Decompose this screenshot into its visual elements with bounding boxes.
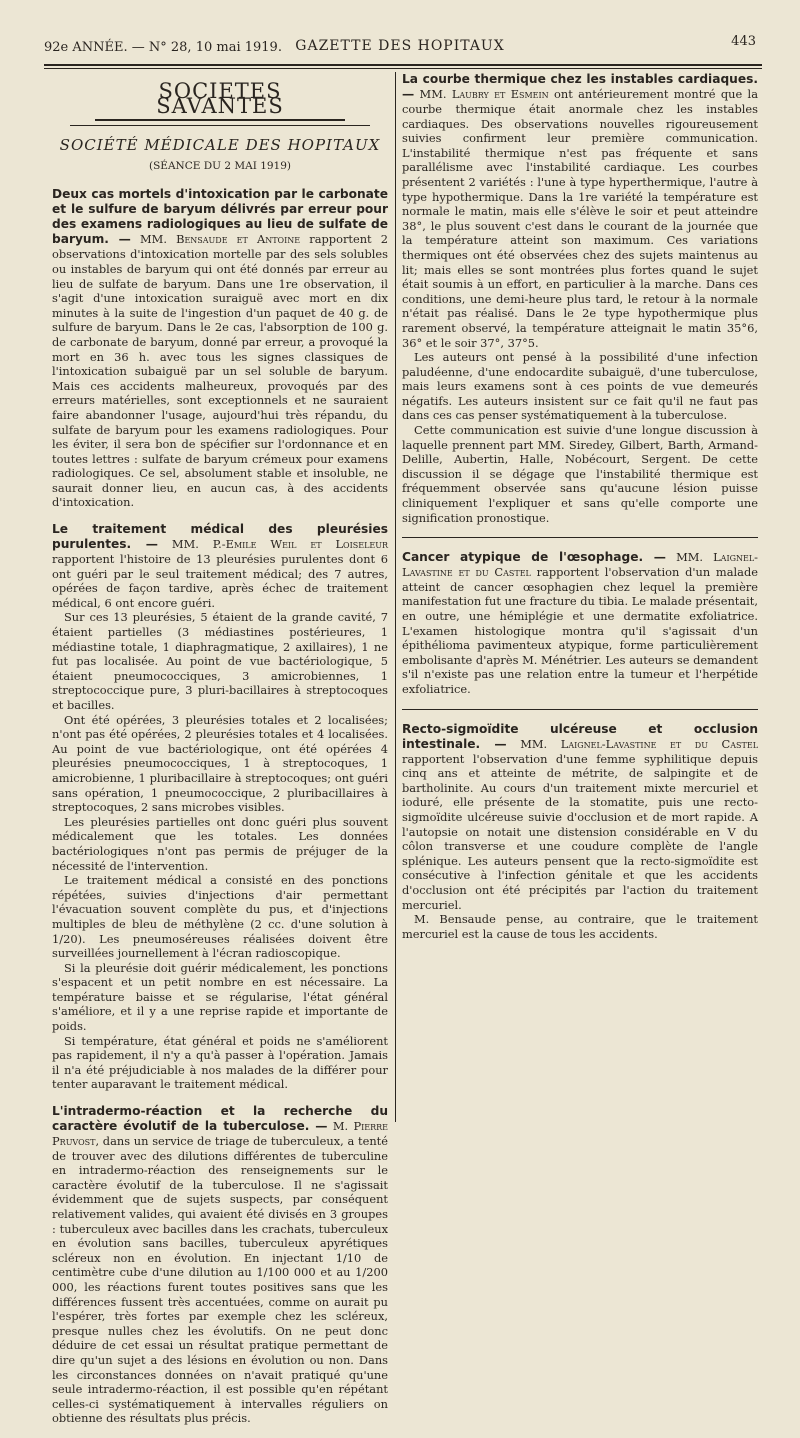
article-authors: MM. Laubry et Esmein (419, 87, 549, 101)
article-courbe-thermique (402, 72, 758, 525)
article-paragraph: rapportent l'histoire de 13 pleurésies purulentes dont 6 ont guéri par le seul traitement médical; des 7 autres, opérées de façon tardive, après échec de traitement médical, 6 ont encore guéri. (52, 552, 388, 610)
article-paragraph: Si température, état général et poids ne s'améliorent pas rapidement, il n'y a qu'à passer à l'opération. Jamais il n'a été préjudiciable à nos malades de la différer pour tenter auparavant le traitement médical. (52, 1033, 388, 1092)
article-paragraph: ont antérieurement montré que la courbe thermique était anormale chez les instables cardiaques. Des observations nouvelles rigoureusement suivies confirment leur première communication. L'instabilité thermique n'est pas fréquente et sans parallélisme avec l'instabilité cardiaque. Les courbes présentent 2 variétés : l'une à type hyperthermique, l'autre à type hypothermique. Dans la 1re variété la température est normale le matin, mais elle s'élève le soir et peut atteindre 38°, le plus souvent c'est dans le courant de la journée que la température atteint son maximum. Ces variations thermiques ont été observées chez des sujets maintenus au lit; mais elles se sont montrées plus fortes quand le sujet était soumis à un effort, en particulier à la marche. Dans ces conditions, une demi-heure plus tard, le retour à la normale n'était pas réalisé. Dans le 2e type hypothermique plus rarement observé, la température atteignait le matin 35°6, 36° et le soir 37°, 37°5. (402, 87, 758, 350)
article-paragraph: M. Bensaude pense, au contraire, que le traitement mercuriel est la cause de tous les accidents. (402, 912, 758, 941)
issue-info: 92e ANNÉE. — N° 28, 10 mai 1919. (44, 40, 282, 55)
article-paragraph: rapportent 2 observations d'intoxication mortelle par des sels solubles ou instables de baryum qui ont été donnés par erreur au lieu de sulfate de baryum. Dans une 1re observation, il s'agit d'une intoxication suraiguë avec mort en dix minutes à la suite de l'ingestion d'un paquet de 40 g. de sulfure de baryum. Dans le 2e cas, l'absorption de 100 g. de carbonate de baryum, donné par erreur, a provoqué la mort en 36 h. avec tous les signes classiques de l'intoxication subaiguë par un sel soluble de baryum. Mais ces accidents malheureux, provoqués par des erreurs matérielles, sont exceptionnels et ne sauraient faire abandonner l'usage, aujourd'hui très répandu, du sulfate de baryum pour les examens radiologiques. Pour les éviter, il sera bon de spécifier sur l'ordonnance et en toutes lettres : sulfate de baryum crémeux pour examens radiologiques. Ce sel, absolument stable et insoluble, ne saurait donner lieu, en aucun cas, à des accidents d'intoxication. (52, 232, 389, 510)
article-authors: MM. Bensaude et Antoine (140, 232, 301, 247)
article-baryum (52, 187, 388, 510)
article-paragraph: , dans un service de triage de tuberculeux, a tenté de trouver avec des dilutions différentes de tuberculine en intradermo-réaction des renseignements sur le caractère évolutif de la tuberculose. Il ne s'agissait évidemment que de sujets suspects, par conséquent relativement valides, qui avaient été divisés en 3 groupes : tuberculeux avec bacilles dans les crachats, tuberculeux en évolution sans bacilles, tuberculeux apyrétiques scléreux non en évolution. En injectant 1/10 de centimètre cube d'une dilution au 1/100 000 et au 1/200 000, les réactions furent toutes positives sans que les différences fussent très accentuées, comme on aurait pu l'espérer, très fortes par exemple chez les scléreux, presque nulles chez les évolutifs. On ne peut donc déduire de cet essai un résultat pratique permettant de dire qu'un sujet a des lésions en évolution ou non. Dans les circonstances données on n'avait pratiqué qu'une seule intradermo-réaction, il est possible qu'en répétant celles-ci systématiquement à intervalles réguliers on obtienne des résultats plus précis. (52, 1134, 388, 1426)
section-heading-box (95, 80, 345, 121)
article-title: Deux cas mortels d'intoxication par le carbonate et le sulfure de baryum délivrés par erreur pour des examens radiologiques au lieu de sulfate de baryum. — (52, 187, 388, 247)
article-paragraph: Les pleurésies partielles ont donc guéri plus souvent médicalement que les totales. Les données bactériologiques n'ont pas permis de préjuger de la nécessité de l'intervention. (52, 814, 388, 873)
article-recto-sigmoidite (402, 722, 758, 942)
article-text (52, 187, 388, 510)
right-column (402, 72, 758, 953)
article-text (402, 72, 758, 350)
seance-date: (SÉANCE DU 2 MAI 1919) (148, 159, 292, 172)
article-paragraph: Cette communication est suivie d'une longue discussion à laquelle prennent part MM. Siredey, Gilbert, Barth, Armand-Delille, Aubertin, Halle, Nobécourt, Sergent. De cette discussion il se dégage que l'instabilité thermique est fréquemment observée sans qu'aucune lésion puisse cliniquement l'expliquer et sans qu'elle comporte une signification pronostique. (402, 423, 758, 525)
article-authors: MM. Laignel-Lavastine et du Castel (520, 736, 759, 751)
article-title: Le traitement médical des pleurésies purulentes. — (52, 522, 388, 552)
article-paragraph: Si la pleurésie doit guérir médicalement, les ponctions s'espacent et un petit nombre en est nécessaire. La température baisse et se régularise, l'état général s'améliore, et il y a une reprise rapide et importante de poids. (52, 960, 388, 1034)
article-authors: M. Pierre Pruvost (52, 1119, 388, 1149)
article-paragraph: Les auteurs ont pensé à la possibilité d'une infection paludéenne, d'une endocardite subaiguë, d'une tuberculose, mais leurs examens sont à ces points de vue demeurés négatifs. Les auteurs insistent sur ce fait qu'il ne faut pas dans ces cas penser systématiquement à la tuberculose. (402, 350, 758, 423)
column-divider (395, 72, 396, 1122)
article-paragraph: Le traitement médical a consisté en des ponctions répétées, suivies d'injections d'air permettant l'évacuation souvent complète du pus, et d'injections multiples de bleu de méthylène (2 cc. d'une solution à 1/20). Les pneumoséreuses réalisées doivent être surveillées journellement à l'écran radioscopique. (52, 873, 388, 961)
article-paragraph: Ont été opérées, 3 pleurésies totales et 2 localisées; n'ont pas été opérées, 2 pleurésies totales et 4 localisées. Au point de vue bactériologique, ont été opérées 4 pleurésies pneumococciques, 1 à streptocoques, 1 amicrobienne, 1 pluribacillaire à streptocoques; ont guéri sans opération, 1 pneumococcique, 2 pluribacillaires à streptocoques, 2 sans microbes visibles. (52, 712, 388, 815)
article-paragraph: rapportent l'observation d'une femme syphilitique depuis cinq ans et atteinte de métrite, de salpingite et de bartholinite. Au cours d'un traitement mixte mercuriel et ioduré, elle présente de la stomatite, puis une recto-sigmoïdite ulcéreuse suivie d'occlusion et de mort rapide. A l'autopsie on notait une distension considérable en V du côlon transverse et une coudure complète de l'angle splénique. Les auteurs pensent que la recto-sigmoïdite est consécutive à l'infection génitale et que les accidents d'occlusion ont été précipités par l'action du traitement mercuriel. (402, 751, 758, 912)
article-cancer-oesophage (402, 550, 758, 696)
article-text (402, 550, 758, 696)
header-rule-thin (44, 68, 762, 69)
left-column (52, 72, 388, 1438)
section-title: SOCIETES SAVANTES (95, 80, 345, 121)
article-pleuresies (52, 522, 388, 1092)
page-number: 443 (731, 34, 756, 49)
article-divider (402, 709, 758, 710)
header-rule (44, 64, 762, 66)
article-title: L'intradermo-réaction et la recherche du caractère évolutif de la tuberculose. — (52, 1104, 388, 1134)
section-underline (70, 125, 370, 126)
article-title: La courbe thermique chez les instables cardiaques. — (402, 72, 758, 101)
article-authors: MM. P.-Emile Weil et Loiseleur (171, 537, 388, 552)
article-text (52, 522, 388, 610)
article-authors: MM. Laignel-Lavastine et du Castel (402, 550, 758, 580)
article-paragraph: rapportent l'observation d'un malade atteint de cancer œsophagien chez lequel la première manifestation fut une fracture du tibia. Le malade présentait, en outre, une hémiplégie et une dermatite exfoliatrice. L'examen histologique montra qu'il s'agissait d'un épithélioma pavimenteux atypique, forme particulièrement embolisante d'après M. Ménétrier. Les auteurs se demandent s'il n'existe pas une relation entre la tumeur et l'herpétide exfoliatrice. (402, 565, 758, 696)
article-divider (402, 537, 758, 538)
article-paragraph: Sur ces 13 pleurésies, 5 étaient de la grande cavité, 7 étaient partielles (3 médiastines postérieures, 1 médiastine totale, 1 diaphragmatique, 2 axillaires), 1 ne fut pas localisée. Au point de vue bactériologique, 5 étaient pneumococciques, 3 amicrobiennes, 1 streptococcique pure, 3 pluri-bacillaires à streptocoques et bacilles. (52, 610, 388, 712)
page-header (40, 30, 760, 64)
society-title: SOCIÉTÉ MÉDICALE DES HOPITAUX (59, 136, 381, 155)
article-title: Cancer atypique de l'œsophage. — (402, 550, 666, 565)
article-title: Recto-sigmoïdite ulcéreuse et occlusion intestinale. — (402, 721, 758, 751)
article-text (402, 722, 758, 913)
article-text (52, 1104, 388, 1426)
journal-title: GAZETTE DES HOPITAUX (295, 38, 505, 54)
article-intradermo (52, 1104, 388, 1426)
